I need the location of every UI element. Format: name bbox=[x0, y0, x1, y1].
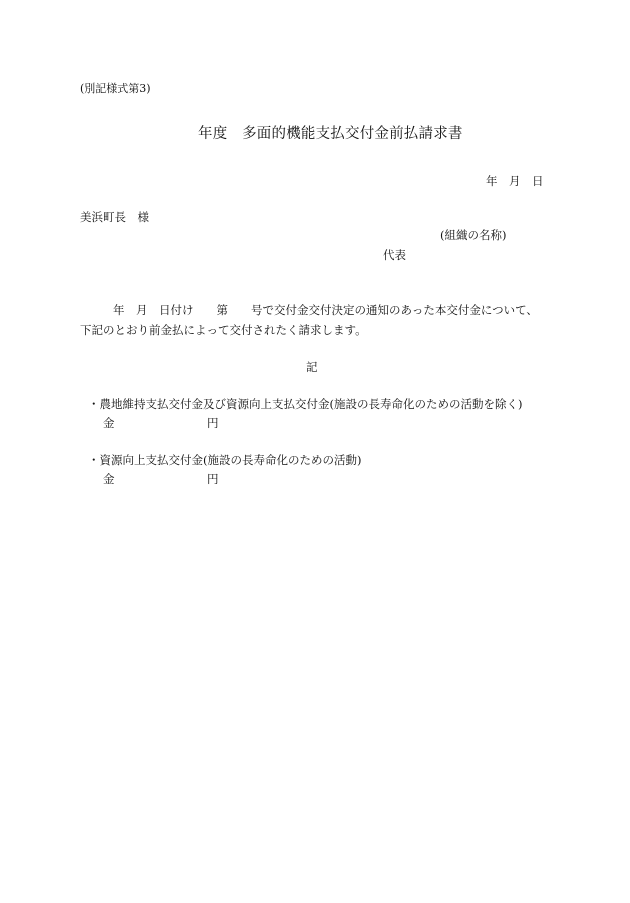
date-line: 年 月 日 bbox=[486, 174, 544, 188]
document-title: 年度 多面的機能支払交付金前払請求書 bbox=[198, 126, 463, 142]
body-text-line-1: 年 月 日付け 第 号で交付金交付決定の通知のあった本交付金について、 bbox=[113, 303, 538, 317]
ki-heading: 記 bbox=[306, 360, 318, 374]
form-number: (別記様式第3) bbox=[80, 82, 151, 95]
item-label: ・資源向上支払交付金(施設の長寿命化のための活動) bbox=[88, 453, 362, 467]
amount-suffix: 円 bbox=[207, 416, 219, 430]
item-label: ・農地維持支払交付金及び資源向上支払交付金(施設の長寿命化のための活動を除く) bbox=[88, 397, 523, 411]
amount-prefix: 金 bbox=[103, 472, 115, 486]
body-text-line-2: 下記のとおり前金払によって交付されたく請求します。 bbox=[80, 323, 367, 337]
organization-name: (組織の名称) bbox=[440, 228, 507, 242]
representative-label: 代表 bbox=[383, 248, 406, 262]
amount-prefix: 金 bbox=[103, 416, 115, 430]
addressee: 美浜町長 様 bbox=[80, 210, 149, 224]
amount-suffix: 円 bbox=[207, 472, 219, 486]
